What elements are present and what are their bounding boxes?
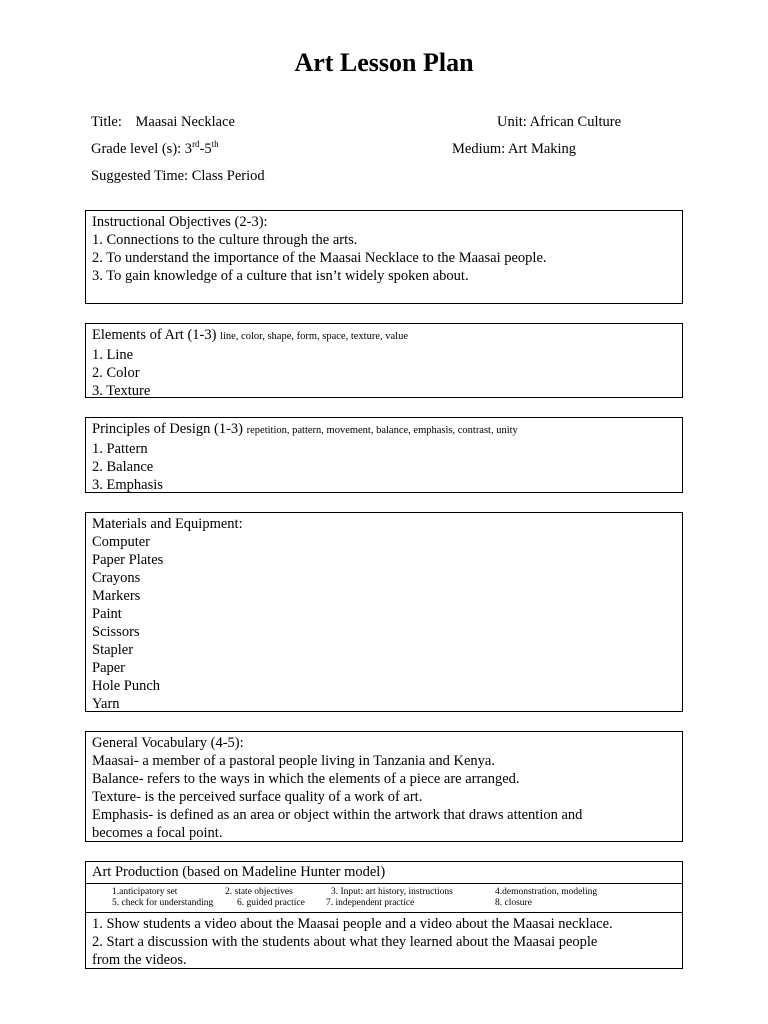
step-item: 6. guided practice bbox=[237, 898, 305, 908]
vocabulary-line: becomes a focal point. bbox=[92, 825, 223, 841]
objective-item: 3. To gain knowledge of a culture that isn’t widely spoken about. bbox=[92, 268, 469, 284]
production-line: from the videos. bbox=[92, 952, 187, 968]
material-item: Hole Punch bbox=[92, 678, 161, 694]
step-item: 7. independent practice bbox=[326, 898, 415, 908]
grade-prefix: Grade level (s): 3 bbox=[91, 141, 193, 157]
production-line: 2. Start a discussion with the students about what they learned about the Maasai people bbox=[92, 934, 598, 950]
grade-sup-start: rd bbox=[192, 139, 200, 149]
production-line: 1. Show students a video about the Maasai people and a video about the Maasai necklace. bbox=[92, 916, 613, 932]
material-item: Scissors bbox=[92, 624, 140, 640]
production-steps-box bbox=[85, 912, 683, 969]
principles-hint: repetition, pattern, movement, balance, emphasis, contrast, unity bbox=[246, 425, 518, 436]
elements-heading-row bbox=[92, 326, 676, 346]
principles-heading-row bbox=[92, 420, 676, 440]
material-item: Paper Plates bbox=[92, 552, 164, 568]
unit-field: Unit: African Culture bbox=[497, 114, 622, 130]
step-item: 3. Input: art history, instructions bbox=[331, 887, 453, 897]
material-item: Computer bbox=[92, 534, 150, 550]
element-item: 3. Texture bbox=[92, 383, 151, 399]
element-item: 1. Line bbox=[92, 347, 134, 363]
grade-sup-end: th bbox=[211, 139, 219, 149]
elements-hint: line, color, shape, form, space, texture, value bbox=[220, 331, 408, 342]
step-item: 8. closure bbox=[495, 898, 532, 908]
objective-item: 1. Connections to the culture through the arts. bbox=[92, 232, 358, 248]
grade-level-field bbox=[91, 140, 219, 158]
step-item: 1.anticipatory set bbox=[112, 887, 178, 897]
objectives-heading: Instructional Objectives (2-3): bbox=[92, 214, 268, 230]
step-item: 5. check for understanding bbox=[112, 898, 214, 908]
elements-box bbox=[85, 323, 683, 398]
material-item: Stapler bbox=[92, 642, 134, 658]
vocabulary-heading: General Vocabulary (4-5): bbox=[92, 735, 244, 751]
suggested-time-field: Suggested Time: Class Period bbox=[91, 168, 265, 184]
principles-box bbox=[85, 417, 683, 493]
principle-item: 2. Balance bbox=[92, 459, 154, 475]
title-label: Title: bbox=[91, 114, 122, 130]
material-item: Paint bbox=[92, 606, 122, 622]
materials-heading: Materials and Equipment: bbox=[92, 516, 243, 532]
objective-item: 2. To understand the importance of the Maasai Necklace to the Maasai people. bbox=[92, 250, 547, 266]
vocabulary-line: Maasai- a member of a pastoral people living in Tanzania and Kenya. bbox=[92, 753, 495, 769]
vocabulary-line: Balance- refers to the ways in which the elements of a piece are arranged. bbox=[92, 771, 520, 787]
material-item: Paper bbox=[92, 660, 126, 676]
elements-heading: Elements of Art (1-3) bbox=[92, 327, 217, 343]
lesson-title-row bbox=[91, 113, 235, 131]
principle-item: 1. Pattern bbox=[92, 441, 148, 457]
lesson-title-value: Maasai Necklace bbox=[135, 114, 235, 130]
principle-item: 3. Emphasis bbox=[92, 477, 163, 493]
vocabulary-box bbox=[85, 731, 683, 842]
vocabulary-line: Texture- is the perceived surface quality of a work of art. bbox=[92, 789, 423, 805]
element-item: 2. Color bbox=[92, 365, 140, 381]
materials-box bbox=[85, 512, 683, 712]
material-item: Crayons bbox=[92, 570, 141, 586]
page-title: Art Lesson Plan bbox=[294, 48, 474, 77]
step-item: 4.demonstration, modeling bbox=[495, 887, 598, 897]
material-item: Markers bbox=[92, 588, 141, 604]
hunter-steps-row bbox=[85, 883, 683, 913]
vocabulary-line: Emphasis- is defined as an area or object within the artwork that draws attention and bbox=[92, 807, 583, 823]
objectives-box bbox=[85, 210, 683, 304]
principles-heading: Principles of Design (1-3) bbox=[92, 421, 244, 437]
grade-mid: -5 bbox=[199, 141, 212, 157]
material-item: Yarn bbox=[92, 696, 120, 712]
production-heading: Art Production (based on Madeline Hunter model) bbox=[85, 861, 683, 884]
step-item: 2. state objectives bbox=[225, 887, 293, 897]
medium-field: Medium: Art Making bbox=[452, 141, 577, 157]
